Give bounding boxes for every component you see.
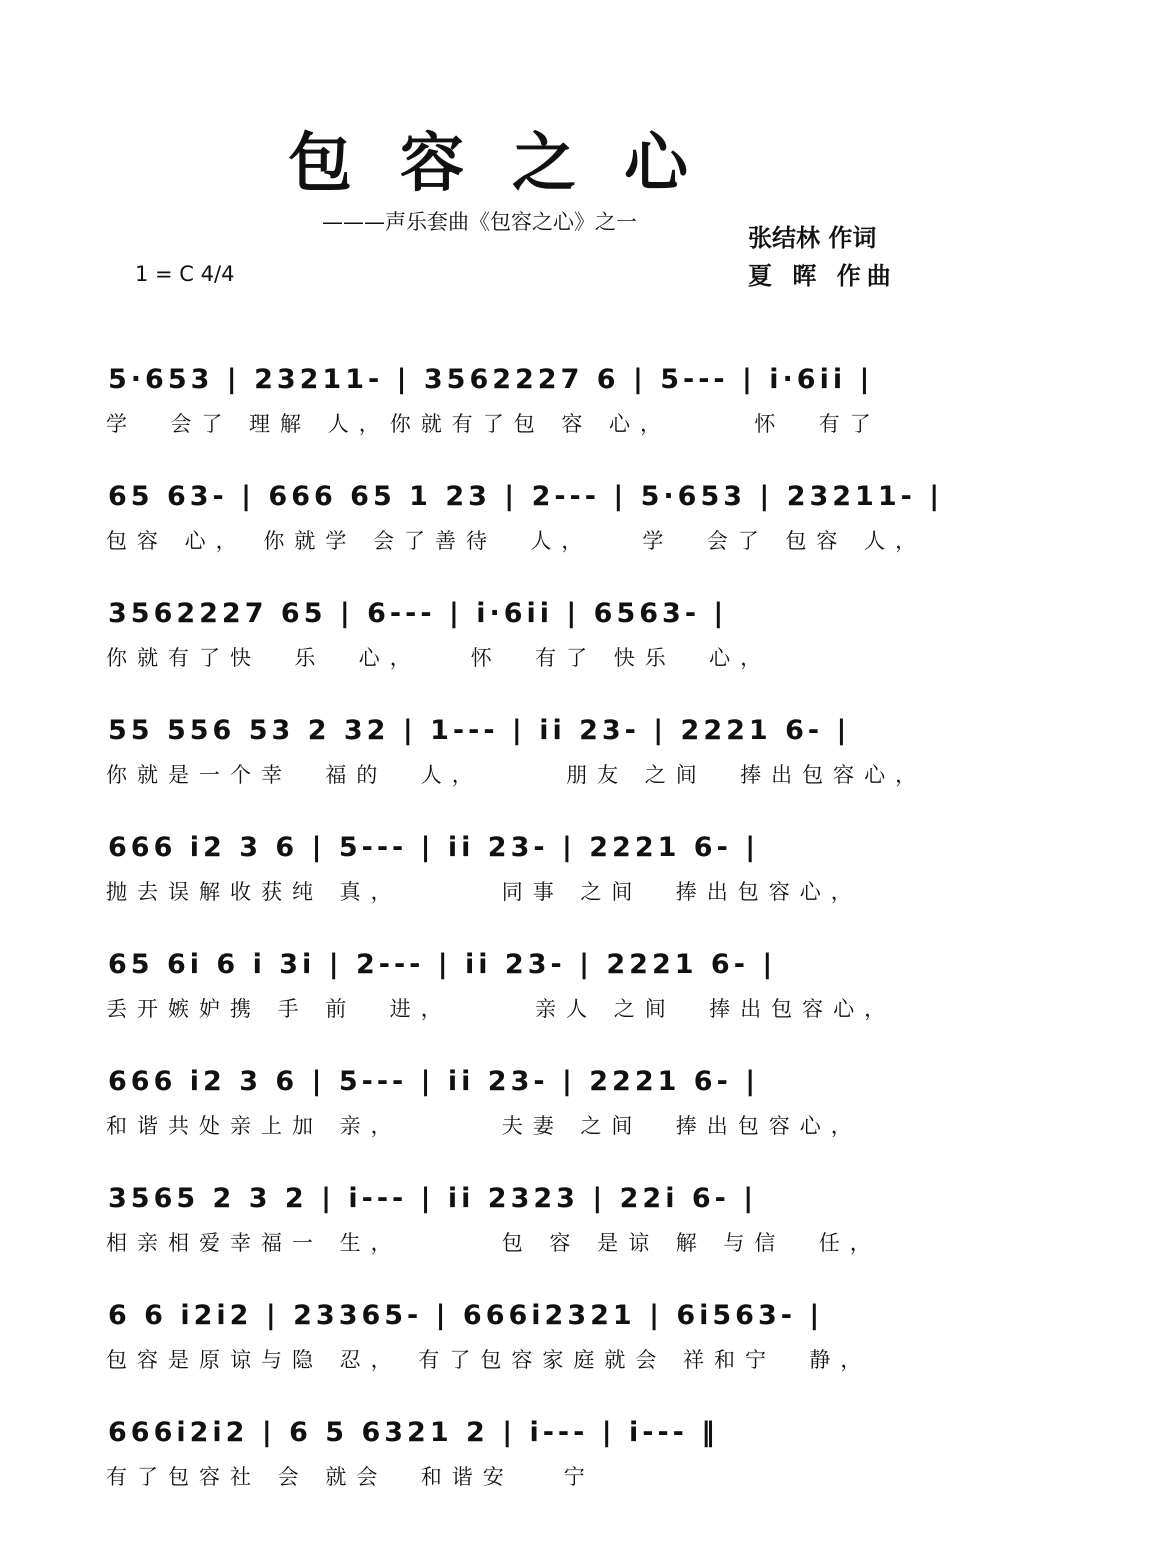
score-system [0, 935, 1154, 1053]
notation-line: 55 556 53 2 32 | 1--- | ii 23- | 2221 6- | [108, 715, 851, 746]
score-system [0, 1169, 1154, 1287]
lyrics-line: 包容是原谅与隐 忍， 有了包容家庭就会 祥和宁 静， [106, 1348, 872, 1372]
page-title: 包容之心 [288, 126, 736, 201]
score-system [0, 818, 1154, 936]
notation-line: 3565 2 3 2 | i--- | ii 2323 | 22i 6- | [108, 1183, 758, 1214]
score-system [0, 1286, 1154, 1404]
lyrics-line: 你就是一个幸 福的 人， 朋友 之间 捧出包容心， [106, 763, 927, 787]
notation-line: 65 63- | 666 65 1 23 | 2--- | 5·653 | 23211- | [108, 481, 944, 512]
notation-line: 666i2i2 | 6 5 6321 2 | i--- | i--- ‖ [108, 1417, 719, 1448]
score-system [0, 1052, 1154, 1170]
lyricist-credit: 张结林 作词 [748, 223, 877, 252]
subtitle: ———声乐套曲《包容之心》之一 [322, 210, 637, 234]
lyrics-line: 丢开嫉妒携 手 前 进， 亲人 之间 捧出包容心， [106, 997, 896, 1021]
lyrics-line: 和谐共处亲上加 亲， 夫妻 之间 捧出包容心， [106, 1114, 862, 1138]
lyrics-line: 你就有了快 乐 心， 怀 有了 快乐 心， [106, 646, 772, 670]
lyrics-line: 相亲相爱幸福一 生， 包 容 是谅 解 与信 任， [106, 1231, 881, 1255]
score-system [0, 467, 1154, 585]
lyrics-line: 抛去误解收获纯 真， 同事 之间 捧出包容心， [106, 880, 862, 904]
lyrics-line: 学 会了 理解 人，你就有了包 容 心， 怀 有了 [106, 412, 881, 436]
notation-line: 666 i2 3 6 | 5--- | ii 23- | 2221 6- | [108, 832, 760, 863]
lyrics-line: 包容 心， 你就学 会了善待 人， 学 会了 包容 人， [106, 529, 927, 553]
score-system [0, 584, 1154, 702]
notation-line: 65 6i 6 i 3i | 2--- | ii 23- | 2221 6- | [108, 949, 777, 980]
score-system [0, 701, 1154, 819]
lyrics-line: 有了包容社 会 就会 和谐安 宁 [106, 1465, 595, 1489]
composer-credit: 夏 晖 作曲 [748, 261, 897, 290]
score-system [0, 1403, 1154, 1521]
notation-line: 666 i2 3 6 | 5--- | ii 23- | 2221 6- | [108, 1066, 760, 1097]
notation-line: 3562227 65 | 6--- | i·6ii | 6563- | [108, 598, 728, 629]
notation-line: 6 6 i2i2 | 23365- | 666i2321 | 6i563- | [108, 1300, 824, 1331]
notation-line: 5·653 | 23211- | 3562227 6 | 5--- | i·6ii | [108, 364, 874, 395]
score-system [0, 350, 1154, 468]
key-signature: 1 = C 4/4 [135, 262, 235, 286]
